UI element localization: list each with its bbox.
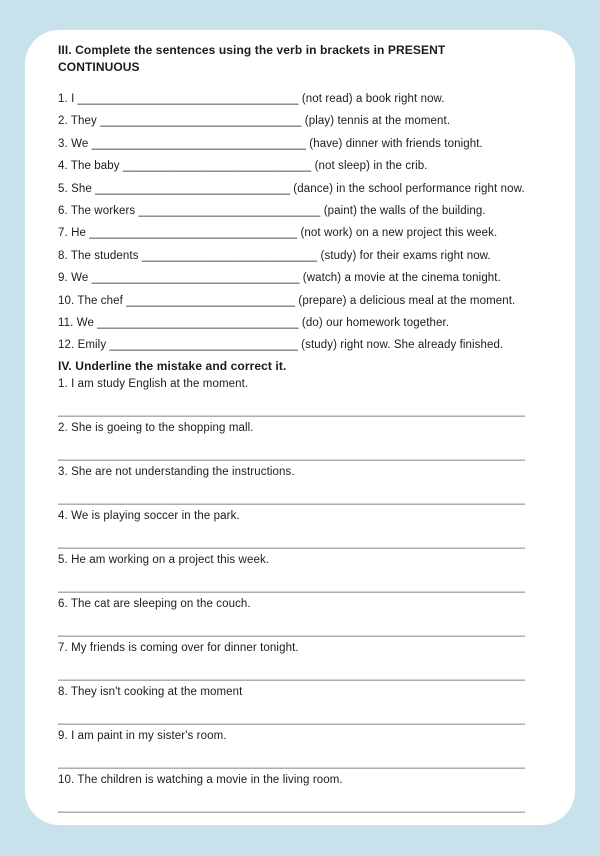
answer-line-10: _________________________________________________________________________	[58, 800, 525, 813]
fill-blank-item-7: 7. He ________________________________ (not work) on a new project this week.	[58, 227, 498, 240]
section-iv-list	[58, 377, 542, 815]
section-iii-heading: III. Complete the sentences using the verb in brackets in PRESENT CONTINUOUS	[58, 43, 446, 74]
fill-blank-item-2: 2. They _______________________________ (play) tennis at the moment.	[58, 115, 451, 128]
fill-blank-item-5: 5. She ______________________________ (dance) in the school performance right now.	[58, 182, 525, 195]
fill-blank-item-11: 11. We _______________________________ (do) our homework together.	[58, 317, 450, 330]
worksheet-card	[25, 30, 575, 825]
answer-line-6: _________________________________________________________________________	[58, 624, 525, 637]
fill-blank-item-1: 1. I __________________________________ (not read) a book right now.	[58, 93, 445, 105]
correction-item-3: 3. She are not understanding the instructions.	[58, 465, 295, 478]
correction-item-2: 2. She is goeing to the shopping mall.	[58, 421, 254, 434]
correction-item-8: 8. They isn't cooking at the moment	[58, 685, 243, 698]
answer-line-3: _________________________________________________________________________	[58, 492, 525, 505]
correction-item-4: 4. We is playing soccer in the park.	[58, 509, 240, 522]
answer-line-8: _________________________________________________________________________	[58, 712, 525, 725]
answer-line-7: _________________________________________________________________________	[58, 668, 525, 681]
section-iii-list	[58, 88, 542, 357]
fill-blank-item-9: 9. We ________________________________ (watch) a movie at the cinema tonight.	[58, 272, 501, 285]
fill-blank-item-12: 12. Emily _____________________________ (study) right now. She already finished.	[58, 339, 504, 352]
correction-item-7: 7. My friends is coming over for dinner tonight.	[58, 641, 299, 654]
answer-line-4: _________________________________________________________________________	[58, 536, 525, 549]
section-iv-heading: IV. Underline the mistake and correct it.	[58, 358, 287, 373]
fill-blank-item-3: 3. We _________________________________ (have) dinner with friends tonight.	[58, 137, 483, 150]
fill-blank-item-6: 6. The workers ____________________________ (paint) the walls of the building.	[58, 205, 486, 218]
answer-line-1: _________________________________________________________________________	[58, 404, 525, 417]
fill-blank-item-4: 4. The baby _____________________________ (not sleep) in the crib.	[58, 160, 428, 173]
answer-line-9: _________________________________________________________________________	[58, 756, 525, 769]
fill-blank-item-8: 8. The students ___________________________ (study) for their exams right now.	[58, 249, 491, 262]
fill-blank-item-10: 10. The chef __________________________ (prepare) a delicious meal at the moment.	[58, 294, 516, 307]
correction-item-5: 5. He am working on a project this week.	[58, 553, 270, 566]
answer-line-2: _________________________________________________________________________	[58, 448, 525, 461]
correction-item-1: 1. I am study English at the moment.	[58, 377, 249, 390]
answer-line-5: _________________________________________________________________________	[58, 580, 525, 593]
correction-item-9: 9. I am paint in my sister's room.	[58, 729, 227, 742]
correction-item-10: 10. The children is watching a movie in the living room.	[58, 773, 343, 786]
correction-item-6: 6. The cat are sleeping on the couch.	[58, 597, 251, 610]
